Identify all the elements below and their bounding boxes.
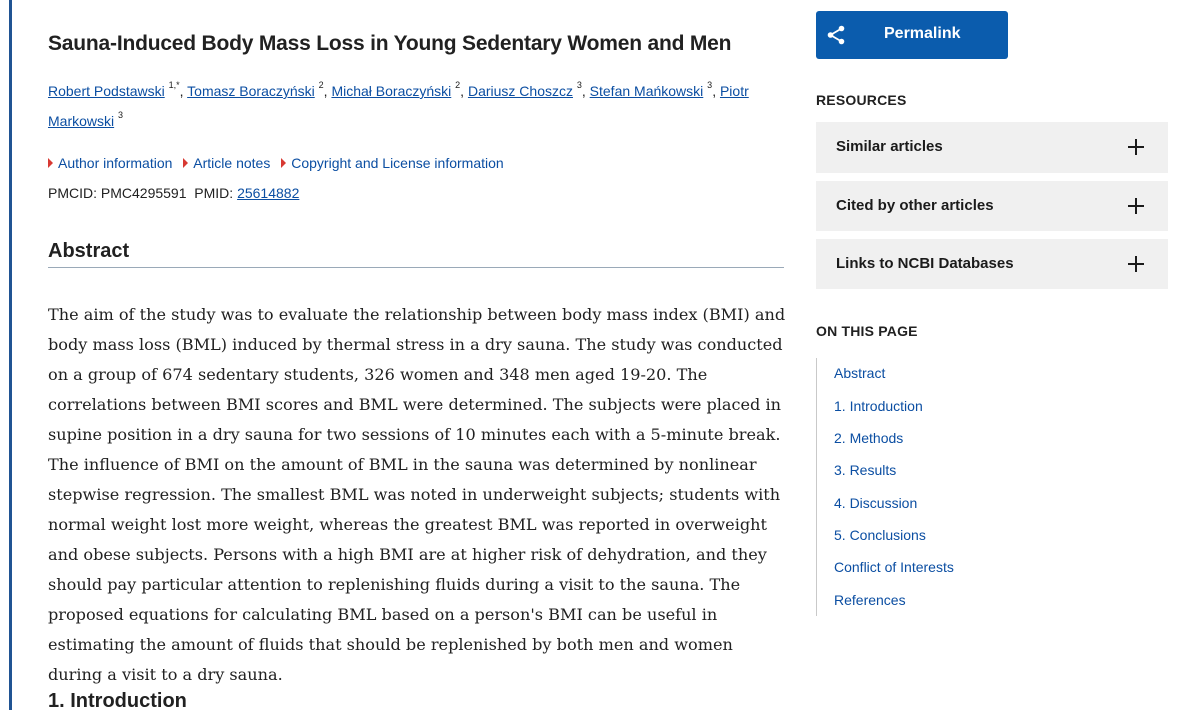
accordion-label: Similar articles — [836, 138, 943, 155]
share-icon — [826, 25, 846, 45]
author-affiliation: 1,* — [168, 80, 180, 91]
resources-heading: RESOURCES — [816, 92, 907, 108]
abstract-text: The aim of the study was to evaluate the relationship between body mass index (BMI) and body mass loss (BML) induced by thermal stress in a dry sauna. The study was conducted on a group of 674 sedentary students, 326 women and 348 men aged 19-20. The correlations between BMI scores and BML were determined. The subjects were placed in supine position in a dry sauna for two sessions of 10 minutes each with a 5-minute break. The influence of BMI on the amount of BML in the sauna was determined by nonlinear stepwise regression. The smallest BML was noted in underweight subjects; students with normal weight lost more weight, whereas the greatest BML was reported in overweight and obese subjects. Persons with a high BMI are at higher risk of dehydration, and they should pay particular attention to replenishing fluids during a visit to the sauna. The proposed equations for calculating BML based on a person's BMI can be useful in estimating the amount of fluids that should be replenished by both men and women during a visit to a dry sauna. — [48, 305, 786, 684]
author-link[interactable]: Dariusz Choszcz — [467, 83, 573, 99]
author-affiliation: 2 — [455, 80, 461, 91]
introduction-heading: 1. Introduction — [48, 690, 187, 710]
info-link-label: Article notes — [193, 155, 271, 171]
expand-triangle-icon — [48, 158, 53, 168]
toc-references[interactable]: References — [834, 592, 906, 608]
plus-icon — [1128, 198, 1144, 214]
article-ids — [48, 185, 299, 201]
copyright-license-toggle[interactable] — [281, 155, 503, 171]
on-this-page-heading: ON THIS PAGE — [816, 323, 918, 339]
article-notes-toggle[interactable] — [183, 155, 270, 171]
author-affiliation: 3 — [707, 80, 713, 91]
author-affiliation: 2 — [318, 80, 324, 91]
info-link-label: Author information — [58, 155, 173, 171]
author-affiliation: 3 — [576, 80, 582, 91]
accordion-ncbi-links[interactable] — [816, 239, 1168, 289]
expand-triangle-icon — [281, 158, 286, 168]
pmid-link[interactable]: 25614882 — [237, 185, 300, 201]
pmid-label: PMID: — [194, 185, 234, 201]
author-list: Robert Podstawski $^{1,*}$, Tomasz Boraczyński $^2$, Michał Boraczyński $^2$, Dariusz Choszcz $^3$, Stefan Mańkowski $^3$, Piotr Markowski $^3$ — [48, 80, 749, 129]
toc-discussion[interactable]: 4. Discussion — [834, 495, 918, 511]
toc-results[interactable]: 3. Results — [834, 462, 897, 478]
plus-icon — [1128, 139, 1144, 155]
toc-conflict-of-interests[interactable]: Conflict of Interests — [834, 559, 954, 575]
abstract-heading: Abstract — [48, 240, 784, 268]
page-accent-rule — [9, 0, 12, 710]
author-link[interactable]: Piotr — [719, 83, 749, 99]
author-information-toggle[interactable] — [48, 155, 172, 171]
pmcid: PMCID: PMC4295591 — [48, 185, 187, 201]
accordion-label: Cited by other articles — [836, 197, 994, 214]
plus-icon — [1128, 256, 1144, 272]
accordion-similar-articles[interactable] — [816, 122, 1168, 173]
expand-triangle-icon — [183, 158, 188, 168]
article-info-links — [48, 155, 511, 171]
accordion-label: Links to NCBI Databases — [836, 255, 1014, 272]
permalink-label: Permalink — [884, 25, 961, 42]
toc-methods[interactable]: 2. Methods — [834, 430, 904, 446]
author-link[interactable]: Robert Podstawski — [48, 83, 165, 99]
author-affiliation: 3 — [118, 110, 124, 121]
author-link[interactable]: Tomasz Boraczyński — [187, 83, 315, 99]
author-link[interactable]: Markowski — [48, 113, 115, 129]
permalink-button[interactable] — [816, 11, 1008, 59]
author-link[interactable]: Stefan Mańkowski — [589, 83, 704, 99]
on-this-page-toc — [816, 358, 1168, 616]
info-link-label: Copyright and License information — [291, 155, 504, 171]
author-link[interactable]: Michał Boraczyński — [331, 83, 452, 99]
toc-conclusions[interactable]: 5. Conclusions — [834, 527, 926, 543]
toc-introduction[interactable]: 1. Introduction — [834, 398, 923, 414]
toc-abstract[interactable]: Abstract — [834, 365, 886, 381]
article-title: Sauna-Induced Body Mass Loss in Young Sedentary Women and Men — [48, 32, 732, 55]
accordion-cited-by[interactable] — [816, 181, 1168, 231]
